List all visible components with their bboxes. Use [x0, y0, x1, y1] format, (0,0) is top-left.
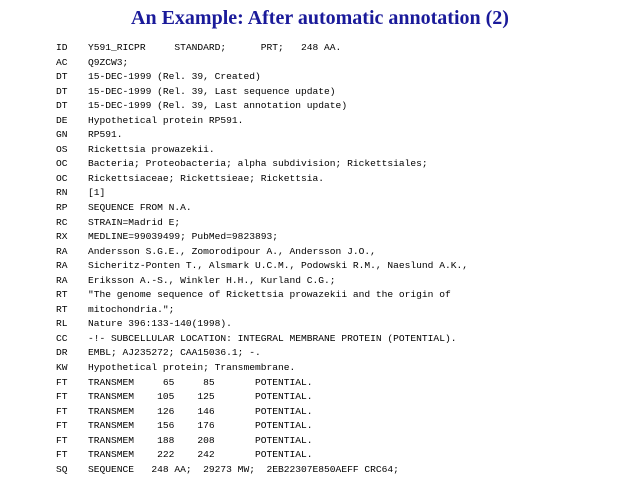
line-text: Eriksson A.-S., Winkler H.H., Kurland C.G.; — [88, 274, 336, 286]
line-text: 15-DEC-1999 (Rel. 39, Created) — [88, 71, 261, 83]
line-code: RT — [56, 303, 68, 315]
entry-line — [0, 186, 640, 201]
entry-line — [0, 463, 640, 478]
entry-line — [0, 303, 640, 318]
line-code: GN — [56, 129, 68, 141]
entry-line — [0, 245, 640, 260]
line-code: DT — [56, 100, 68, 112]
entry-line — [0, 56, 640, 71]
line-code: DR — [56, 347, 68, 359]
line-code: FT — [56, 405, 68, 417]
line-code: RT — [56, 289, 68, 301]
line-text: SEQUENCE FROM N.A. — [88, 202, 192, 214]
line-text: Hypothetical protein; Transmembrane. — [88, 362, 296, 374]
line-code: RP — [56, 202, 68, 214]
line-code: ID — [56, 42, 68, 53]
entry-line — [0, 434, 640, 449]
entry-line — [0, 128, 640, 143]
line-code: RL — [56, 318, 68, 330]
line-code: FT — [56, 434, 68, 446]
line-code: RA — [56, 260, 68, 272]
line-text: MEDLINE=99039499; PubMed=9823893; — [88, 231, 278, 243]
line-code: DT — [56, 85, 68, 97]
entry-line — [0, 99, 640, 114]
line-code: FT — [56, 391, 68, 403]
line-code: DE — [56, 114, 68, 126]
entry-line — [0, 230, 640, 245]
entry-line — [0, 172, 640, 187]
entry-line — [0, 259, 640, 274]
line-text: TRANSMEM 105 125 POTENTIAL. — [88, 391, 313, 403]
entry-line — [0, 85, 640, 100]
swissprot-entry — [0, 41, 640, 477]
line-code: RX — [56, 231, 68, 243]
line-code: RA — [56, 274, 68, 286]
entry-line — [0, 274, 640, 289]
entry-line — [0, 157, 640, 172]
line-text: Bacteria; Proteobacteria; alpha subdivision; Rickettsiales; — [88, 158, 428, 170]
line-text: "The genome sequence of Rickettsia prowazekii and the origin of — [88, 289, 451, 301]
line-code: RN — [56, 187, 68, 199]
line-text: Nature 396:133-140(1998). — [88, 318, 232, 330]
entry-line — [0, 419, 640, 434]
entry-line — [0, 114, 640, 129]
line-text: SEQUENCE 248 AA; 29273 MW; 2EB22307E850AEFF CRC64; — [88, 463, 399, 475]
entry-line — [0, 376, 640, 391]
entry-line — [0, 288, 640, 303]
entry-line — [0, 448, 640, 463]
line-code: SQ — [56, 463, 68, 475]
entry-line — [0, 41, 640, 56]
line-code: FT — [56, 449, 68, 461]
line-text: [1] — [88, 187, 106, 199]
entry-line — [0, 143, 640, 158]
slide-title: An Example: After automatic annotation (2) — [131, 7, 509, 29]
entry-line — [0, 201, 640, 216]
line-code: RA — [56, 245, 68, 257]
line-text: TRANSMEM 156 176 POTENTIAL. — [88, 420, 313, 432]
entry-line — [0, 70, 640, 85]
entry-line — [0, 405, 640, 420]
line-code: CC — [56, 332, 68, 344]
line-code: FT — [56, 376, 68, 388]
line-text: Q9ZCW3; — [88, 56, 129, 68]
line-text: Y591_RICPR STANDARD; PRT; 248 AA. — [88, 42, 342, 53]
line-text: Rickettsia prowazekii. — [88, 143, 215, 155]
line-code: DT — [56, 71, 68, 83]
line-text: STRAIN=Madrid E; — [88, 216, 181, 228]
line-text: Andersson S.G.E., Zomorodipour A., Andersson J.O., — [88, 245, 376, 257]
entry-line — [0, 317, 640, 332]
entry-line — [0, 216, 640, 231]
line-text: Sicheritz-Ponten T., Alsmark U.C.M., Podowski R.M., Naeslund A.K., — [88, 260, 468, 272]
entry-line — [0, 390, 640, 405]
line-code: RC — [56, 216, 68, 228]
line-code: OC — [56, 172, 68, 184]
entry-line — [0, 361, 640, 376]
line-text: 15-DEC-1999 (Rel. 39, Last sequence update) — [88, 85, 336, 97]
line-text: TRANSMEM 126 146 POTENTIAL. — [88, 405, 313, 417]
line-text: RP591. — [88, 129, 123, 141]
line-text: -!- SUBCELLULAR LOCATION: INTEGRAL MEMBRANE PROTEIN (POTENTIAL). — [88, 332, 457, 344]
line-code: FT — [56, 420, 68, 432]
line-text: mitochondria."; — [88, 303, 175, 315]
line-text: TRANSMEM 65 85 POTENTIAL. — [88, 376, 313, 388]
line-code: AC — [56, 56, 68, 68]
line-text: TRANSMEM 188 208 POTENTIAL. — [88, 434, 313, 446]
line-text: Hypothetical protein RP591. — [88, 114, 244, 126]
line-text: Rickettsiaceae; Rickettsieae; Rickettsia. — [88, 172, 325, 184]
entry-line — [0, 346, 640, 361]
line-code: KW — [56, 362, 68, 374]
line-text: EMBL; AJ235272; CAA15036.1; -. — [88, 347, 261, 359]
line-code: OS — [56, 143, 68, 155]
line-code: OC — [56, 158, 68, 170]
line-text: 15-DEC-1999 (Rel. 39, Last annotation update) — [88, 100, 348, 112]
entry-line — [0, 332, 640, 347]
line-text: TRANSMEM 222 242 POTENTIAL. — [88, 449, 313, 461]
